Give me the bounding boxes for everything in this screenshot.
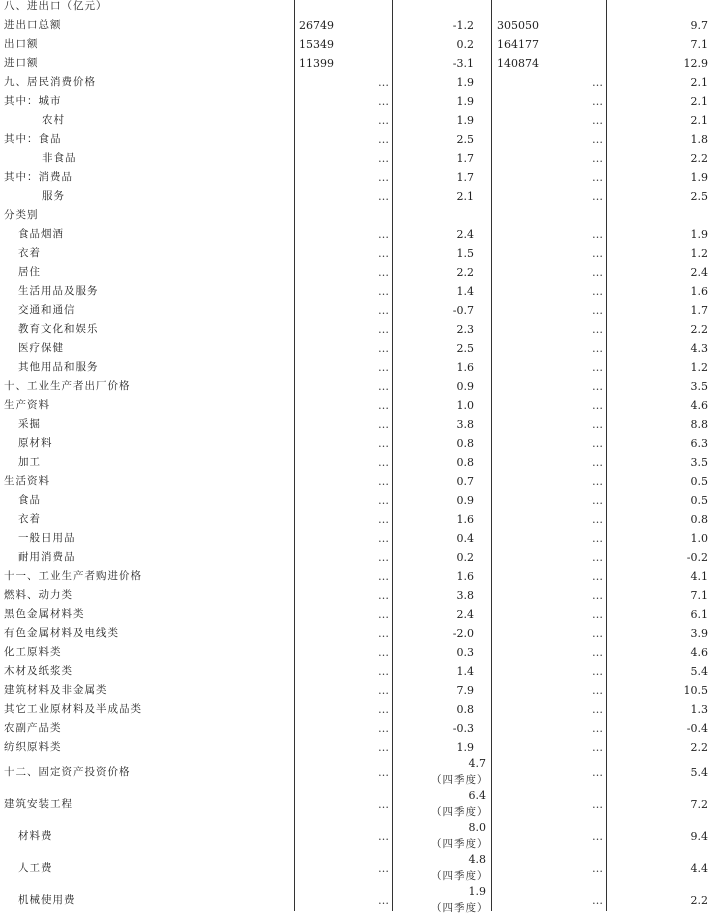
col-a-value: … xyxy=(378,589,389,602)
col-b-value: 2.5 xyxy=(456,133,474,146)
row-label: 机械使用费 xyxy=(18,894,76,906)
row-label: 居住 xyxy=(18,266,41,278)
table-row xyxy=(0,244,714,263)
col-b-value: -0.3 xyxy=(452,722,474,735)
col-b-value: 1.6 xyxy=(456,361,474,374)
col-b-value: 7.9 xyxy=(456,684,474,697)
col-c-value: … xyxy=(592,551,603,564)
col-a-value: … xyxy=(378,665,389,678)
col-c-value: … xyxy=(592,532,603,545)
col-d-value: 2.1 xyxy=(690,114,708,127)
col-c-value: … xyxy=(592,862,603,875)
col-a-value: … xyxy=(378,323,389,336)
col-d-value: 1.9 xyxy=(690,228,708,241)
col-b-note: （四季度） xyxy=(431,774,489,786)
col-b-value: 1.9 xyxy=(456,95,474,108)
col-a-value: … xyxy=(378,285,389,298)
col-c-value: … xyxy=(592,95,603,108)
col-d-value: 2.4 xyxy=(690,266,708,279)
col-b-value: 1.9 xyxy=(456,76,474,89)
row-label: 原材料 xyxy=(18,437,53,449)
col-b-value: 1.7 xyxy=(456,171,474,184)
col-d-value: -0.4 xyxy=(686,722,708,735)
table-row xyxy=(0,719,714,738)
row-label: 其中：消费品 xyxy=(4,171,73,183)
col-b-value: 2.5 xyxy=(456,342,474,355)
table-row xyxy=(0,821,714,853)
table-row xyxy=(0,789,714,821)
row-label: 进口额 xyxy=(4,57,39,69)
row-label: 耐用消费品 xyxy=(18,551,76,563)
table-row xyxy=(0,738,714,757)
row-label: 采掘 xyxy=(18,418,41,430)
table-row xyxy=(0,0,714,16)
row-label: 分类别 xyxy=(4,209,39,221)
row-label: 有色金属材料及电线类 xyxy=(4,627,119,639)
table-row xyxy=(0,187,714,206)
table-row xyxy=(0,358,714,377)
col-a-value: … xyxy=(378,114,389,127)
col-b-value: 0.2 xyxy=(456,551,474,564)
col-a-value: … xyxy=(378,228,389,241)
col-c-value: … xyxy=(592,608,603,621)
row-label: 教育文化和娱乐 xyxy=(18,323,99,335)
col-d-value: 1.0 xyxy=(690,532,708,545)
col-c-value: … xyxy=(592,456,603,469)
row-label: 十、工业生产者出厂价格 xyxy=(4,380,131,392)
col-d-value: 0.8 xyxy=(690,513,708,526)
col-b-value: -2.0 xyxy=(452,627,474,640)
table-row xyxy=(0,16,714,35)
col-a-value: … xyxy=(378,830,389,843)
row-label: 衣着 xyxy=(18,247,41,259)
col-a-value: … xyxy=(378,95,389,108)
row-label: 九、居民消费价格 xyxy=(4,76,96,88)
col-b-value: 0.3 xyxy=(456,646,474,659)
col-b-value: 0.9 xyxy=(456,380,474,393)
table-row xyxy=(0,700,714,719)
table-row xyxy=(0,415,714,434)
col-c-value: … xyxy=(592,627,603,640)
table-row xyxy=(0,339,714,358)
table-row xyxy=(0,92,714,111)
col-b-value: 1.4 xyxy=(456,285,474,298)
col-a-value: … xyxy=(378,741,389,754)
table-row xyxy=(0,434,714,453)
col-a-value: … xyxy=(378,513,389,526)
col-c-value: … xyxy=(592,418,603,431)
table-row xyxy=(0,491,714,510)
col-d-value: 6.3 xyxy=(690,437,708,450)
table-row xyxy=(0,377,714,396)
table-row xyxy=(0,624,714,643)
col-b-value: 1.6 xyxy=(456,513,474,526)
col-c-value: … xyxy=(592,114,603,127)
row-label: 服务 xyxy=(42,190,65,202)
col-a-value: … xyxy=(378,722,389,735)
row-label: 木材及纸浆类 xyxy=(4,665,73,677)
col-b-value: 2.1 xyxy=(456,190,474,203)
col-c-value: … xyxy=(592,798,603,811)
row-label: 十一、工业生产者购进价格 xyxy=(4,570,142,582)
col-d-value: 0.5 xyxy=(690,475,708,488)
col-b-value: 0.8 xyxy=(456,437,474,450)
col-d-value: 4.4 xyxy=(690,862,708,875)
table-row xyxy=(0,586,714,605)
table-row xyxy=(0,111,714,130)
col-d-value: 4.6 xyxy=(690,399,708,412)
col-b-value: 6.4 xyxy=(468,789,486,802)
col-b-value: 2.3 xyxy=(456,323,474,336)
col-c-value: 140874 xyxy=(497,57,539,70)
col-b-value: 1.7 xyxy=(456,152,474,165)
col-c-value: … xyxy=(592,437,603,450)
table-row xyxy=(0,510,714,529)
col-a-value: … xyxy=(378,608,389,621)
col-b-value: 4.8 xyxy=(468,853,486,866)
col-c-value: … xyxy=(592,513,603,526)
row-label: 进出口总额 xyxy=(4,19,62,31)
table-row xyxy=(0,35,714,54)
col-a-value: 15349 xyxy=(299,38,334,51)
col-c-value: … xyxy=(592,304,603,317)
table-row xyxy=(0,149,714,168)
col-c-value: … xyxy=(592,323,603,336)
row-label: 燃料、动力类 xyxy=(4,589,73,601)
col-d-value: 10.5 xyxy=(683,684,708,697)
row-label: 其中：食品 xyxy=(4,133,62,145)
col-b-note: （四季度） xyxy=(431,838,489,850)
table-row xyxy=(0,73,714,92)
col-d-value: 3.5 xyxy=(690,380,708,393)
col-a-value: … xyxy=(378,494,389,507)
col-a-value: … xyxy=(378,190,389,203)
row-label: 非食品 xyxy=(42,152,77,164)
table-row xyxy=(0,885,714,917)
col-b-value: 2.4 xyxy=(456,228,474,241)
table-row xyxy=(0,396,714,415)
row-label: 交通和通信 xyxy=(18,304,76,316)
row-label: 化工原料类 xyxy=(4,646,62,658)
col-c-value: … xyxy=(592,894,603,907)
table-row xyxy=(0,168,714,187)
col-d-value: 5.4 xyxy=(690,665,708,678)
col-d-value: 3.5 xyxy=(690,456,708,469)
col-a-value: … xyxy=(378,247,389,260)
col-c-value: … xyxy=(592,152,603,165)
col-a-value: … xyxy=(378,437,389,450)
table-row xyxy=(0,206,714,225)
row-label: 医疗保健 xyxy=(18,342,64,354)
col-c-value: … xyxy=(592,76,603,89)
col-c-value: … xyxy=(592,190,603,203)
col-b-value: 3.8 xyxy=(456,418,474,431)
col-d-value: 9.7 xyxy=(690,19,708,32)
col-a-value: … xyxy=(378,361,389,374)
table-row xyxy=(0,853,714,885)
col-a-value: … xyxy=(378,304,389,317)
table-row xyxy=(0,320,714,339)
col-d-value: 1.2 xyxy=(690,247,708,260)
row-label: 其他用品和服务 xyxy=(18,361,99,373)
col-c-value: … xyxy=(592,133,603,146)
col-d-value: 2.5 xyxy=(690,190,708,203)
col-d-value: 8.8 xyxy=(690,418,708,431)
col-d-value: 12.9 xyxy=(683,57,708,70)
col-d-value: 7.1 xyxy=(690,38,708,51)
col-d-value: 0.5 xyxy=(690,494,708,507)
row-label: 人工费 xyxy=(18,862,53,874)
col-b-value: 1.9 xyxy=(456,114,474,127)
col-a-value: … xyxy=(378,627,389,640)
row-label: 加工 xyxy=(18,456,41,468)
col-a-value: … xyxy=(378,703,389,716)
col-b-value: -1.2 xyxy=(452,19,474,32)
col-d-value: 2.2 xyxy=(690,741,708,754)
row-label: 农村 xyxy=(42,114,65,126)
col-a-value: … xyxy=(378,894,389,907)
row-label: 材料费 xyxy=(18,830,53,842)
table-row xyxy=(0,472,714,491)
table-row xyxy=(0,282,714,301)
col-d-value: 6.1 xyxy=(690,608,708,621)
col-c-value: 305050 xyxy=(497,19,539,32)
col-a-value: … xyxy=(378,380,389,393)
col-a-value: … xyxy=(378,152,389,165)
col-a-value: … xyxy=(378,570,389,583)
col-b-value: 0.8 xyxy=(456,456,474,469)
col-b-value: 1.6 xyxy=(456,570,474,583)
col-b-value: 3.8 xyxy=(456,589,474,602)
col-a-value: … xyxy=(378,475,389,488)
table-row xyxy=(0,757,714,789)
col-c-value: … xyxy=(592,684,603,697)
col-c-value: 164177 xyxy=(497,38,539,51)
table-row xyxy=(0,681,714,700)
col-a-value: … xyxy=(378,684,389,697)
row-label: 纺织原料类 xyxy=(4,741,62,753)
col-c-value: … xyxy=(592,494,603,507)
row-label: 建筑材料及非金属类 xyxy=(4,684,108,696)
row-label: 生产资料 xyxy=(4,399,50,411)
col-d-value: 2.2 xyxy=(690,152,708,165)
col-c-value: … xyxy=(592,380,603,393)
col-a-value: … xyxy=(378,418,389,431)
col-a-value: … xyxy=(378,798,389,811)
col-a-value: … xyxy=(378,862,389,875)
table-row xyxy=(0,662,714,681)
row-label: 八、进出口（亿元） xyxy=(4,0,108,12)
col-d-value: 1.9 xyxy=(690,171,708,184)
row-label: 食品 xyxy=(18,494,41,506)
row-label: 生活用品及服务 xyxy=(18,285,99,297)
col-c-value: … xyxy=(592,342,603,355)
col-a-value: … xyxy=(378,551,389,564)
col-a-value: 11399 xyxy=(299,57,334,70)
col-a-value: … xyxy=(378,456,389,469)
col-b-value: 0.9 xyxy=(456,494,474,507)
table-row xyxy=(0,529,714,548)
col-a-value: … xyxy=(378,646,389,659)
table-row xyxy=(0,548,714,567)
col-d-value: 5.4 xyxy=(690,766,708,779)
col-b-value: 0.4 xyxy=(456,532,474,545)
col-d-value: 1.6 xyxy=(690,285,708,298)
col-c-value: … xyxy=(592,830,603,843)
table-row xyxy=(0,605,714,624)
col-b-value: 8.0 xyxy=(468,821,486,834)
col-c-value: … xyxy=(592,475,603,488)
col-c-value: … xyxy=(592,589,603,602)
col-c-value: … xyxy=(592,266,603,279)
col-c-value: … xyxy=(592,399,603,412)
col-d-value: 7.2 xyxy=(690,798,708,811)
col-b-note: （四季度） xyxy=(431,870,489,882)
col-b-value: -0.7 xyxy=(452,304,474,317)
row-label: 其中：城市 xyxy=(4,95,62,107)
col-c-value: … xyxy=(592,703,603,716)
col-d-value: 1.8 xyxy=(690,133,708,146)
col-c-value: … xyxy=(592,247,603,260)
row-label: 其它工业原材料及半成品类 xyxy=(4,703,142,715)
col-b-value: 4.7 xyxy=(468,757,486,770)
col-b-value: 1.9 xyxy=(456,741,474,754)
col-d-value: 7.1 xyxy=(690,589,708,602)
col-a-value: … xyxy=(378,766,389,779)
col-a-value: … xyxy=(378,133,389,146)
col-b-value: 1.5 xyxy=(456,247,474,260)
col-d-value: 2.2 xyxy=(690,894,708,907)
row-label: 食品烟酒 xyxy=(18,228,64,240)
col-b-value: 1.9 xyxy=(468,885,486,898)
col-b-note: （四季度） xyxy=(431,902,489,914)
col-c-value: … xyxy=(592,570,603,583)
table-row xyxy=(0,567,714,586)
table-row xyxy=(0,225,714,244)
col-c-value: … xyxy=(592,741,603,754)
col-b-value: 1.4 xyxy=(456,665,474,678)
col-d-value: 4.1 xyxy=(690,570,708,583)
col-a-value: … xyxy=(378,399,389,412)
col-b-note: （四季度） xyxy=(431,806,489,818)
table-row xyxy=(0,643,714,662)
col-c-value: … xyxy=(592,646,603,659)
col-b-value: 0.8 xyxy=(456,703,474,716)
table-row xyxy=(0,301,714,320)
row-label: 农副产品类 xyxy=(4,722,62,734)
col-b-value: 0.2 xyxy=(456,38,474,51)
col-c-value: … xyxy=(592,766,603,779)
col-c-value: … xyxy=(592,285,603,298)
col-d-value: 2.1 xyxy=(690,76,708,89)
col-a-value: … xyxy=(378,342,389,355)
row-label: 黑色金属材料类 xyxy=(4,608,85,620)
col-d-value: 1.3 xyxy=(690,703,708,716)
col-d-value: 1.2 xyxy=(690,361,708,374)
col-b-value: 0.7 xyxy=(456,475,474,488)
col-d-value: 4.3 xyxy=(690,342,708,355)
col-d-value: -0.2 xyxy=(686,551,708,564)
col-b-value: 2.4 xyxy=(456,608,474,621)
col-d-value: 4.6 xyxy=(690,646,708,659)
col-a-value: … xyxy=(378,266,389,279)
col-a-value: … xyxy=(378,76,389,89)
col-d-value: 9.4 xyxy=(690,830,708,843)
col-b-value: 1.0 xyxy=(456,399,474,412)
col-d-value: 3.9 xyxy=(690,627,708,640)
row-label: 生活资料 xyxy=(4,475,50,487)
col-c-value: … xyxy=(592,722,603,735)
row-label: 出口额 xyxy=(4,38,39,50)
row-label: 衣着 xyxy=(18,513,41,525)
table-row xyxy=(0,54,714,73)
col-a-value: 26749 xyxy=(299,19,334,32)
col-a-value: … xyxy=(378,532,389,545)
row-label: 一般日用品 xyxy=(18,532,76,544)
table-row xyxy=(0,130,714,149)
col-c-value: … xyxy=(592,228,603,241)
col-d-value: 2.1 xyxy=(690,95,708,108)
col-d-value: 1.7 xyxy=(690,304,708,317)
table-row xyxy=(0,263,714,282)
row-label: 十二、固定资产投资价格 xyxy=(4,766,131,778)
col-a-value: … xyxy=(378,171,389,184)
row-label: 建筑安装工程 xyxy=(4,798,73,810)
col-b-value: 2.2 xyxy=(456,266,474,279)
table-row xyxy=(0,453,714,472)
col-c-value: … xyxy=(592,171,603,184)
col-d-value: 2.2 xyxy=(690,323,708,336)
col-b-value: -3.1 xyxy=(452,57,474,70)
col-c-value: … xyxy=(592,665,603,678)
col-c-value: … xyxy=(592,361,603,374)
